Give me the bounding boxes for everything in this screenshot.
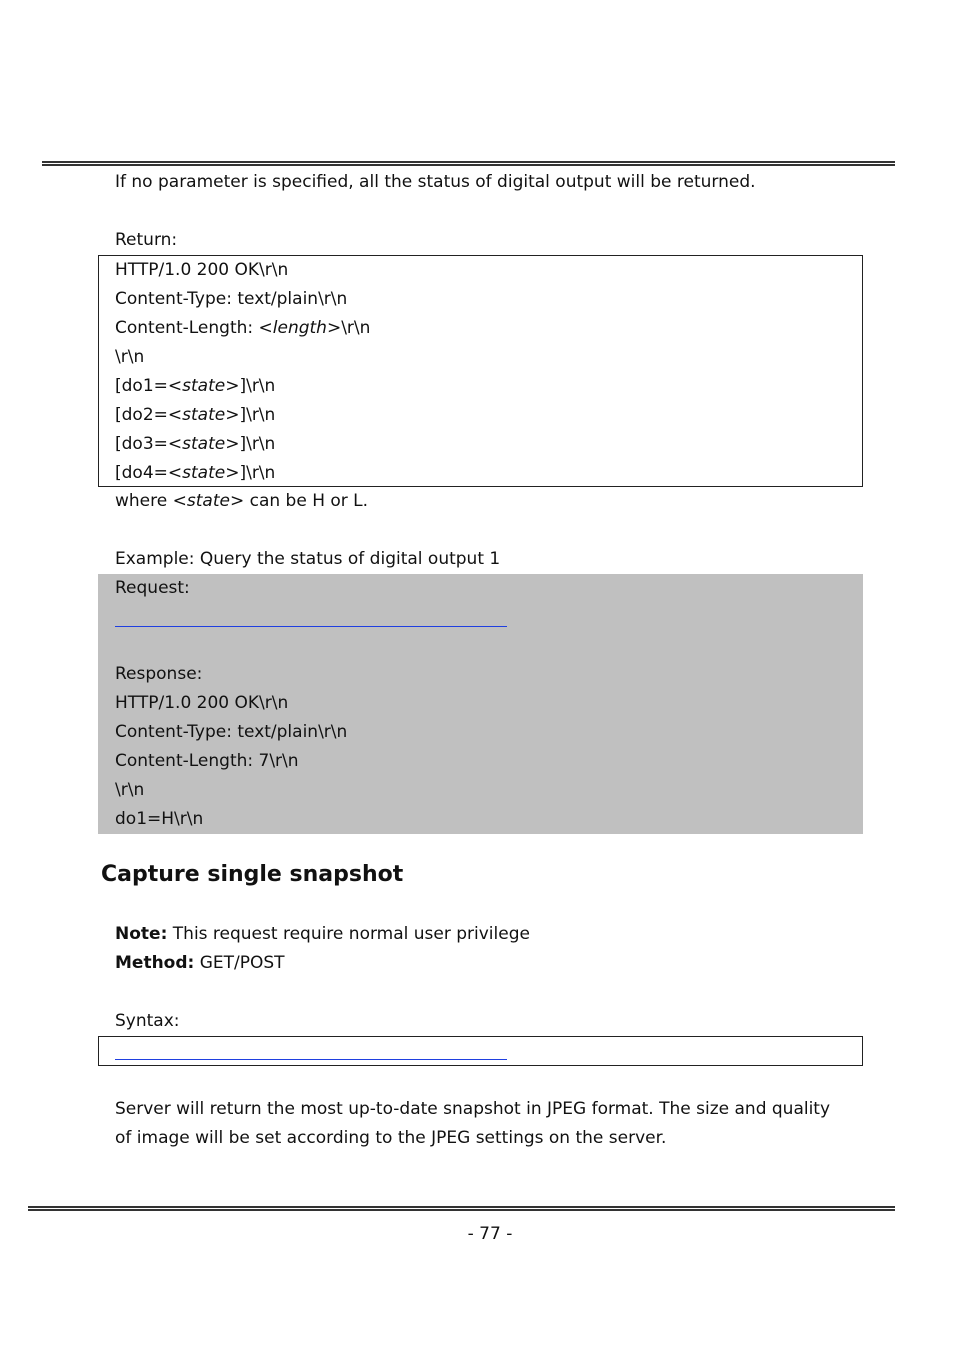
note-label: Note: xyxy=(115,924,168,944)
return-do2 xyxy=(115,401,275,430)
where-suffix: > can be H or L. xyxy=(229,491,369,511)
response-line-3: Content-Length: 7\r\n xyxy=(115,751,299,771)
section-heading: Capture single snapshot xyxy=(101,862,404,887)
intro-text: If no parameter is specified, all the status of digital output will be returned. xyxy=(115,172,756,192)
state-var: state xyxy=(182,463,226,483)
do-suffix: >]\r\n xyxy=(225,405,276,425)
note-line xyxy=(115,920,530,949)
method-text: GET/POST xyxy=(194,953,285,973)
response-line-5: do1=H\r\n xyxy=(115,809,204,829)
return-line-3 xyxy=(115,314,370,343)
do-suffix: >]\r\n xyxy=(225,434,276,454)
state-var: state xyxy=(182,405,226,425)
header-rule xyxy=(42,161,895,166)
response-line-4: \r\n xyxy=(115,780,145,800)
do1-prefix: [do1=< xyxy=(115,376,183,396)
page-number: - 77 - xyxy=(467,1224,513,1244)
syntax-label: Syntax: xyxy=(115,1011,180,1031)
response-line-2: Content-Type: text/plain\r\n xyxy=(115,722,348,742)
return-label: Return: xyxy=(115,230,178,250)
do3-prefix: [do3=< xyxy=(115,434,183,454)
do-suffix: >]\r\n xyxy=(225,463,276,483)
length-var: length xyxy=(272,318,327,338)
method-line xyxy=(115,949,285,978)
description-line-1: Server will return the most up-to-date snapshot in JPEG format. The size and quality xyxy=(115,1099,831,1119)
where-var: state xyxy=(186,491,230,511)
return-line-4: \r\n xyxy=(115,347,145,367)
method-label: Method: xyxy=(115,953,195,973)
do2-prefix: [do2=< xyxy=(115,405,183,425)
do4-prefix: [do4=< xyxy=(115,463,183,483)
where-prefix: where < xyxy=(115,491,187,511)
request-label: Request: xyxy=(115,578,190,598)
do-suffix: >]\r\n xyxy=(225,376,276,396)
example-title: Example: Query the status of digital output 1 xyxy=(115,549,501,569)
response-line-1: HTTP/1.0 200 OK\r\n xyxy=(115,693,289,713)
where-text xyxy=(115,487,368,516)
return-line-3-suffix: >\r\n xyxy=(326,318,371,338)
syntax-url-link[interactable] xyxy=(115,1045,507,1060)
note-text: This request require normal user privilege xyxy=(167,924,530,944)
return-do1 xyxy=(115,372,275,401)
return-do3 xyxy=(115,430,275,459)
description-line-2: of image will be set according to the JPEG settings on the server. xyxy=(115,1128,667,1148)
return-do4 xyxy=(115,459,275,488)
request-url-link[interactable] xyxy=(115,612,507,627)
return-line-2: Content-Type: text/plain\r\n xyxy=(115,289,348,309)
return-line-3-prefix: Content-Length: < xyxy=(115,318,273,338)
state-var: state xyxy=(182,434,226,454)
footer-rule xyxy=(28,1206,895,1211)
response-label: Response: xyxy=(115,664,203,684)
state-var: state xyxy=(182,376,226,396)
return-line-1: HTTP/1.0 200 OK\r\n xyxy=(115,260,289,280)
